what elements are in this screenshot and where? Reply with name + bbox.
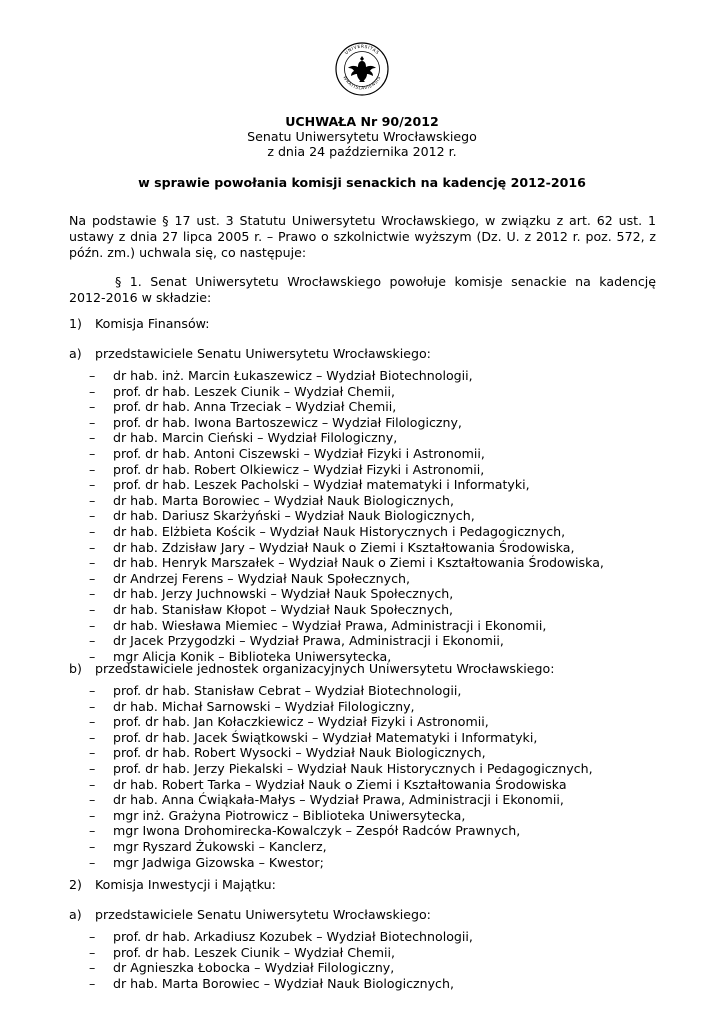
list-item (89, 618, 604, 634)
commission-2-a-heading (69, 907, 431, 922)
dash-bullet: – (89, 508, 96, 524)
section-1-text: § 1. Senat Uniwersytetu Wrocławskiego powołuje komisje senackie na kadencję 2012-2016 w składzie: (69, 274, 656, 306)
member-entry: dr hab. Wiesława Miemiec – Wydział Prawa, Administracji i Ekonomii, (113, 617, 547, 633)
list-item (89, 508, 604, 524)
list-item (89, 586, 604, 602)
svg-text:WRATISLAVIENSIS (341, 75, 382, 91)
dash-bullet: – (89, 745, 96, 761)
resolution-issuer: Senatu Uniwersytetu Wrocławskiego (247, 129, 477, 144)
commission-2-a-members (89, 929, 473, 991)
member-entry: dr hab. Anna Ćwiąkała-Małys – Wydział Prawa, Administracji i Ekonomii, (113, 792, 564, 808)
member-entry: prof. dr hab. Robert Olkiewicz – Wydział Fizyki i Astronomii, (113, 461, 485, 477)
dash-bullet: – (89, 975, 96, 991)
dash-bullet: – (89, 648, 96, 664)
dash-bullet: – (89, 807, 96, 823)
member-entry: dr hab. Marcin Cieński – Wydział Filologiczny, (113, 430, 398, 446)
dash-bullet: – (89, 617, 96, 633)
list-item (89, 745, 593, 761)
list-item (89, 855, 593, 871)
resolution-subject: w sprawie powołania komisji senackich na kadencję 2012-2016 (138, 175, 586, 190)
dash-bullet: – (89, 960, 96, 976)
list-item (89, 683, 593, 699)
member-entry: dr hab. Michał Sarnowski – Wydział Filologiczny, (113, 698, 415, 714)
dash-bullet: – (89, 523, 96, 539)
list-item (89, 929, 473, 945)
commission-1-a-members (89, 368, 604, 664)
commission-1-b-heading (69, 661, 554, 676)
list-item (89, 430, 604, 446)
dash-bullet: – (89, 854, 96, 870)
list-item (89, 477, 604, 493)
resolution-date: z dnia 24 października 2012 r. (267, 144, 457, 159)
member-entry: dr hab. Dariusz Skarżyński – Wydział Nauk Biologicznych, (113, 508, 475, 524)
list-item (89, 602, 604, 618)
list-item (89, 446, 604, 462)
commission-1-name: Komisja Finansów: (95, 316, 210, 331)
member-entry: prof. dr hab. Iwona Bartoszewicz – Wydział Filologiczny, (113, 414, 462, 430)
dash-bullet: – (89, 838, 96, 854)
commission-2-a-label: przedstawiciele Senatu Uniwersytetu Wrocławskiego: (95, 907, 431, 922)
member-entry: dr hab. Stanisław Kłopot – Wydział Nauk Społecznych, (113, 601, 454, 617)
member-entry: dr hab. Henryk Marszałek – Wydział Nauk o Ziemi i Kształtowania Środowiska, (113, 555, 604, 571)
dash-bullet: – (89, 461, 96, 477)
list-item (89, 415, 604, 431)
list-item (89, 761, 593, 777)
list-item (89, 839, 593, 855)
list-item (89, 524, 604, 540)
list-item (89, 808, 593, 824)
dash-bullet: – (89, 760, 96, 776)
commission-2-number: 2) (69, 877, 82, 892)
dash-bullet: – (89, 698, 96, 714)
dash-bullet: – (89, 586, 96, 602)
member-entry: prof. dr hab. Anna Trzeciak – Wydział Chemii, (113, 399, 397, 415)
dash-bullet: – (89, 399, 96, 415)
member-entry: dr Jacek Przygodzki – Wydział Prawa, Administracji i Ekonomii, (113, 633, 504, 649)
member-entry: prof. dr hab. Jan Kołaczkiewicz – Wydział Fizyki i Astronomii, (113, 714, 489, 730)
list-item (89, 823, 593, 839)
dash-bullet: – (89, 792, 96, 808)
list-item (89, 792, 593, 808)
dash-bullet: – (89, 729, 96, 745)
commission-1-b-members (89, 683, 593, 870)
member-entry: dr hab. Elżbieta Kościk – Wydział Nauk Historycznych i Pedagogicznych, (113, 523, 566, 539)
member-entry: dr hab. Robert Tarka – Wydział Nauk o Ziemi i Kształtowania Środowiska (113, 776, 567, 792)
list-item (89, 960, 473, 976)
member-entry: dr Agnieszka Łobocka – Wydział Filologiczny, (113, 960, 395, 976)
member-entry: dr Andrzej Ferens – Wydział Nauk Społecznych, (113, 570, 411, 586)
member-entry: prof. dr hab. Leszek Ciunik – Wydział Chemii, (113, 944, 395, 960)
dash-bullet: – (89, 414, 96, 430)
member-entry: prof. dr hab. Stanisław Cebrat – Wydział Biotechnologii, (113, 683, 462, 698)
list-item (89, 571, 604, 587)
member-entry: dr hab. Jerzy Juchnowski – Wydział Nauk Społecznych, (113, 586, 454, 602)
list-item (89, 945, 473, 961)
member-entry: dr hab. inż. Marcin Łukaszewicz – Wydział Biotechnologii, (113, 368, 473, 383)
list-item (89, 399, 604, 415)
dash-bullet: – (89, 430, 96, 446)
list-item (89, 384, 604, 400)
dash-bullet: – (89, 539, 96, 555)
list-item (89, 633, 604, 649)
list-item (89, 368, 604, 384)
list-item (89, 699, 593, 715)
member-entry: dr hab. Marta Borowiec – Wydział Nauk Biologicznych, (113, 492, 454, 508)
member-entry: mgr Ryszard Żukowski – Kanclerz, (113, 838, 327, 854)
commission-2-a-number: a) (69, 907, 82, 922)
seal-text-top: UNIVERSITAS (344, 44, 380, 57)
list-item (89, 493, 604, 509)
member-entry: prof. dr hab. Antoni Ciszewski – Wydział Fizyki i Astronomii, (113, 445, 485, 461)
list-item (89, 777, 593, 793)
seal-text-bottom: WRATISLAVIENSIS (341, 75, 383, 92)
list-item (89, 462, 604, 478)
member-entry: prof. dr hab. Leszek Pacholski – Wydział matematyki i Informatyki, (113, 477, 530, 493)
commission-1-heading (69, 316, 210, 331)
dash-bullet: – (89, 683, 96, 698)
preamble: Na podstawie § 17 ust. 3 Statutu Uniwersytetu Wrocławskiego, w związku z art. 62 ust. 1 ustawy z dnia 27 lipca 2005 r. – Prawo o szkolnictwie wyższym (Dz. U. z 2012 r. poz. 572, z późn. zm.) uchwala się, co następuje: (69, 213, 656, 261)
dash-bullet: – (89, 823, 96, 839)
resolution-title: UCHWAŁA Nr 90/2012 (285, 114, 439, 129)
member-entry: mgr Iwona Drohomirecka-Kowalczyk – Zespół Radców Prawnych, (113, 823, 521, 839)
dash-bullet: – (89, 570, 96, 586)
member-entry: prof. dr hab. Jacek Świątkowski – Wydział Matematyki i Informatyki, (113, 729, 538, 745)
dash-bullet: – (89, 776, 96, 792)
member-entry: mgr Alicja Konik – Biblioteka Uniwersytecka, (113, 648, 392, 664)
member-entry: dr hab. Marta Borowiec – Wydział Nauk Biologicznych, (113, 975, 454, 991)
dash-bullet: – (89, 445, 96, 461)
commission-2-name: Komisja Inwestycji i Majątku: (95, 877, 276, 892)
commission-1-a-heading (69, 346, 431, 361)
dash-bullet: – (89, 477, 96, 493)
member-entry: dr hab. Zdzisław Jary – Wydział Nauk o Ziemi i Kształtowania Środowiska, (113, 539, 575, 555)
commission-1-a-number: a) (69, 346, 82, 361)
dash-bullet: – (89, 368, 96, 383)
list-item (89, 555, 604, 571)
member-entry: mgr Jadwiga Gizowska – Kwestor; (113, 854, 324, 870)
dash-bullet: – (89, 383, 96, 399)
dash-bullet: – (89, 601, 96, 617)
list-item (89, 714, 593, 730)
member-entry: prof. dr hab. Robert Wysocki – Wydział Nauk Biologicznych, (113, 745, 486, 761)
dash-bullet: – (89, 929, 96, 944)
commission-1-b-number: b) (69, 661, 82, 676)
commission-1-a-label: przedstawiciele Senatu Uniwersytetu Wrocławskiego: (95, 346, 431, 361)
svg-text:UNIVERSITAS (344, 44, 381, 56)
list-item (89, 976, 473, 992)
dash-bullet: – (89, 714, 96, 730)
commission-2-heading (69, 877, 276, 892)
seal-ring-text (335, 42, 389, 96)
commission-1-number: 1) (69, 316, 82, 331)
list-item (89, 730, 593, 746)
member-entry: prof. dr hab. Arkadiusz Kozubek – Wydział Biotechnologii, (113, 929, 473, 944)
dash-bullet: – (89, 633, 96, 649)
dash-bullet: – (89, 555, 96, 571)
dash-bullet: – (89, 944, 96, 960)
list-item (89, 540, 604, 556)
section-1 (69, 274, 656, 306)
dash-bullet: – (89, 492, 96, 508)
member-entry: prof. dr hab. Jerzy Piekalski – Wydział Nauk Historycznych i Pedagogicznych, (113, 760, 593, 776)
member-entry: prof. dr hab. Leszek Ciunik – Wydział Chemii, (113, 383, 395, 399)
commission-1-b-label: przedstawiciele jednostek organizacyjnych Uniwersytetu Wrocławskiego: (95, 661, 555, 676)
member-entry: mgr inż. Grażyna Piotrowicz – Biblioteka Uniwersytecka, (113, 807, 466, 823)
